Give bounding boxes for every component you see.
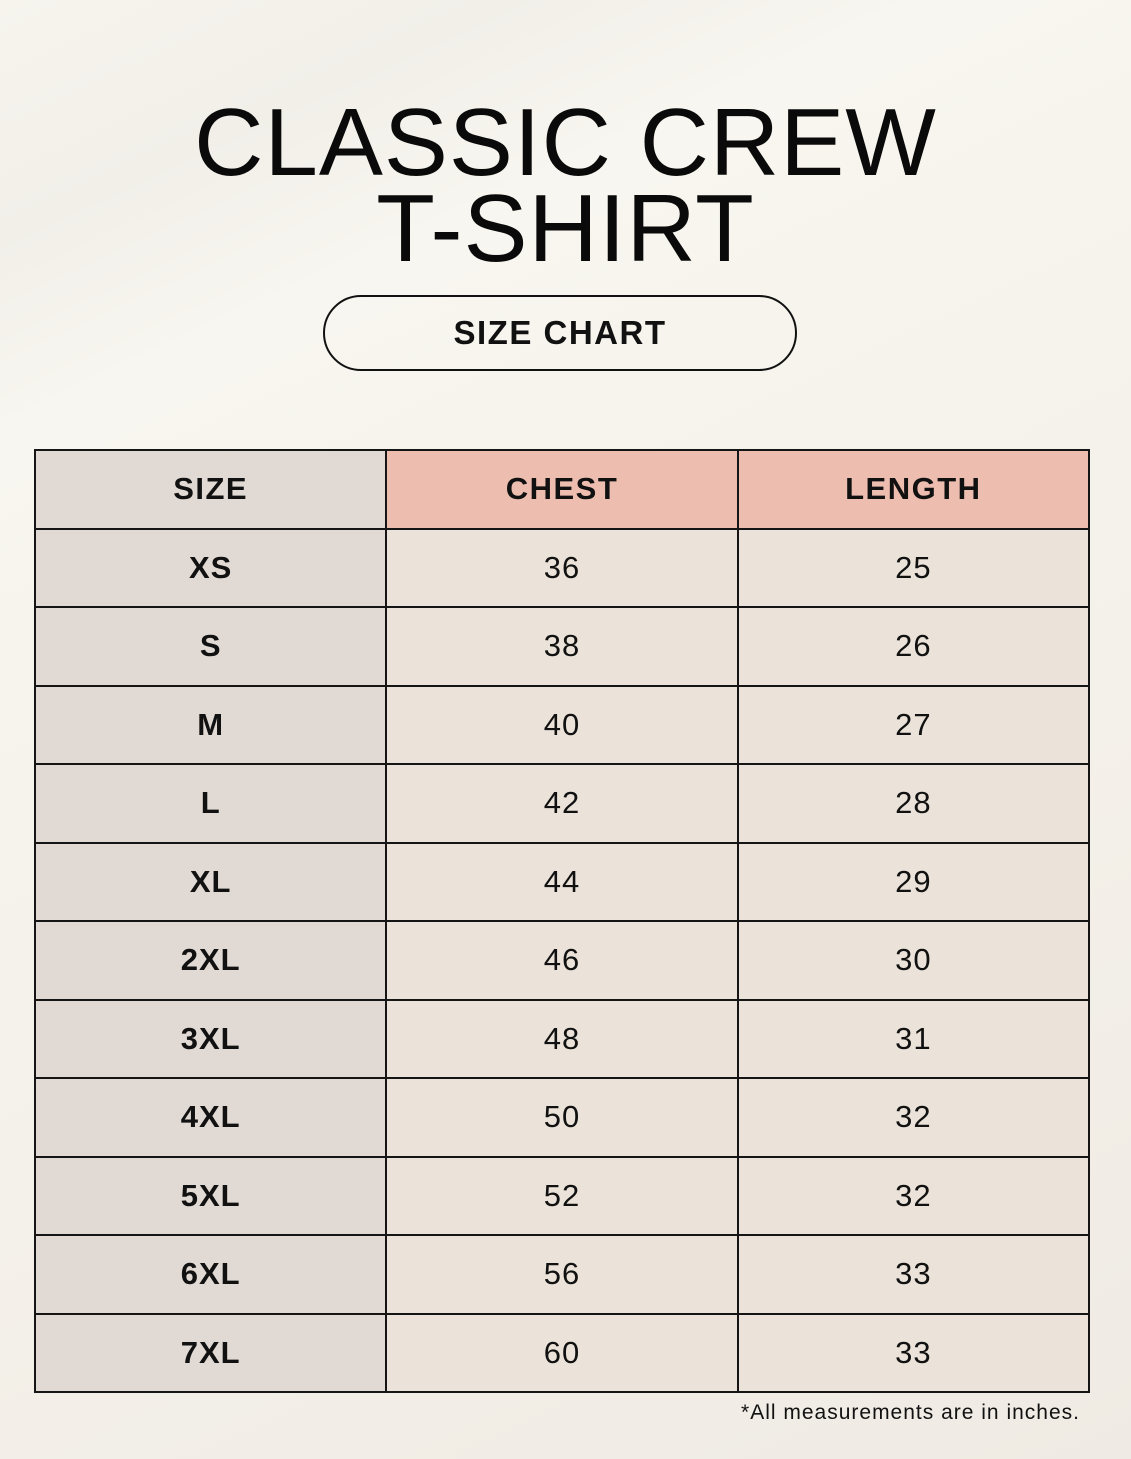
size-chart-label: SIZE CHART: [323, 295, 797, 371]
chest-cell: 44: [386, 843, 737, 922]
length-cell: 32: [738, 1157, 1089, 1236]
chest-cell: 40: [386, 686, 737, 765]
chest-cell: 50: [386, 1078, 737, 1157]
table-row: [35, 607, 1089, 686]
page-title: [0, 89, 1131, 283]
chest-cell: 42: [386, 764, 737, 843]
size-table: [34, 449, 1090, 1393]
table-row: [35, 529, 1089, 608]
chest-cell: 52: [386, 1157, 737, 1236]
table-row: [35, 1000, 1089, 1079]
length-cell: 33: [738, 1314, 1089, 1393]
title-line-1: CLASSIC CREW: [194, 89, 937, 197]
chest-cell: 56: [386, 1235, 737, 1314]
table-row: [35, 921, 1089, 1000]
measurement-footnote: *All measurements are in inches.: [741, 1401, 1080, 1424]
size-cell: 2XL: [35, 921, 386, 1000]
length-cell: 27: [738, 686, 1089, 765]
table-row: [35, 1314, 1089, 1393]
length-cell: 25: [738, 529, 1089, 608]
length-cell: 29: [738, 843, 1089, 922]
header-length: LENGTH: [738, 450, 1089, 529]
length-cell: 30: [738, 921, 1089, 1000]
table-header-row: [35, 450, 1089, 529]
length-cell: 31: [738, 1000, 1089, 1079]
size-cell: 6XL: [35, 1235, 386, 1314]
table-row: [35, 686, 1089, 765]
title-line-2: T-SHIRT: [376, 175, 755, 283]
chest-cell: 36: [386, 529, 737, 608]
table-row: [35, 1157, 1089, 1236]
size-cell: 5XL: [35, 1157, 386, 1236]
size-cell: XS: [35, 529, 386, 608]
size-cell: 4XL: [35, 1078, 386, 1157]
length-cell: 28: [738, 764, 1089, 843]
size-cell: 3XL: [35, 1000, 386, 1079]
size-cell: 7XL: [35, 1314, 386, 1393]
size-cell: L: [35, 764, 386, 843]
length-cell: 26: [738, 607, 1089, 686]
table-row: [35, 1078, 1089, 1157]
length-cell: 33: [738, 1235, 1089, 1314]
chest-cell: 48: [386, 1000, 737, 1079]
size-cell: M: [35, 686, 386, 765]
size-cell: XL: [35, 843, 386, 922]
header-size: SIZE: [35, 450, 386, 529]
table-row: [35, 843, 1089, 922]
table-row: [35, 1235, 1089, 1314]
chest-cell: 46: [386, 921, 737, 1000]
size-cell: S: [35, 607, 386, 686]
chest-cell: 38: [386, 607, 737, 686]
length-cell: 32: [738, 1078, 1089, 1157]
table-row: [35, 764, 1089, 843]
header-chest: CHEST: [386, 450, 737, 529]
chest-cell: 60: [386, 1314, 737, 1393]
